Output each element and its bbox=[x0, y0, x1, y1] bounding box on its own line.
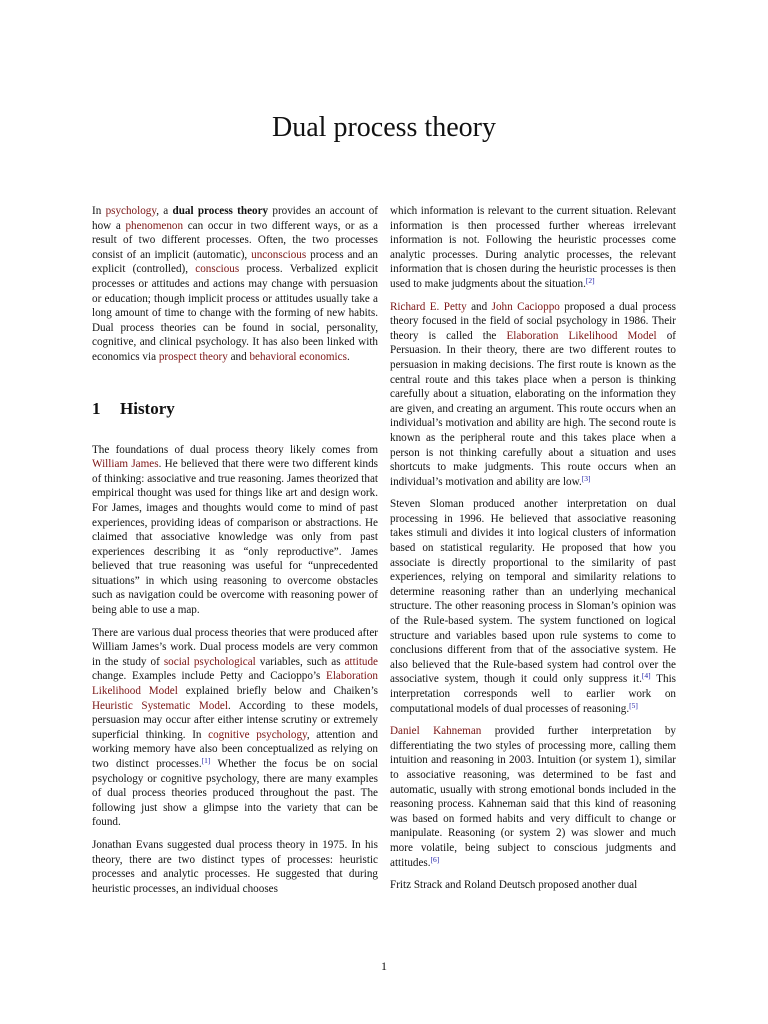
page-title: Dual process theory bbox=[272, 112, 496, 143]
section-title: History bbox=[120, 398, 175, 418]
citation-3[interactable]: [3] bbox=[581, 473, 591, 483]
link-psychology[interactable]: psychology bbox=[105, 205, 157, 217]
link-attitude[interactable]: attitude bbox=[344, 655, 379, 668]
history-paragraph-1: The foundations of dual process theory likely comes from William James. He believed that there were two different kinds of thinking: associative and true reasoning. James theorized that empirical thought was used for things like art and design work. For James, images and thoughts would come to mind of past experiences, providing ideas of comparison or abstractions. He claimed that associative knowledge was only from past experiences describing it as “only reproductive”. James believed that true reasoning was useful for “unprecedented situations” in which using reasoning to overcome obstacles such as navigation could be overcome with reasoning power of being able to use a map. bbox=[92, 443, 378, 617]
right-column bbox=[390, 204, 676, 901]
history-paragraph-6: Daniel Kahneman provided further interpretation by differentiating the two styles of processing more, calling them intuition and reasoning in 2003. Intuition (or system 1), similar to associative reasoning, was determined to be fast and automatic, usually with strong emotional bonds included in the reasoning process. Kahneman said that this kind of reasoning was based on formed habits and very difficult to change or manipulate. Reasoning (or system 2) was slower and much more volatile, being subject to conscious judgments and attitudes.[6] bbox=[390, 725, 676, 869]
link-phenomenon[interactable]: phenomenon bbox=[125, 219, 184, 232]
link-william-james[interactable]: William James bbox=[92, 458, 159, 471]
link-cognitive-psychology[interactable]: cognitive psychology bbox=[208, 728, 307, 741]
history-paragraph-3: Jonathan Evans suggested dual process theory in 1975. In his theory, there are two distinct types of processes: heuristic processes and analytic processes. He suggested that during heuristic processes, an individual chooses bbox=[92, 838, 378, 895]
history-paragraph-2: There are various dual process theories that were produced after William James’s work. Dual process models are very common in the study of social psychological variables, such as attitude change. Examples include Petty and Cacioppo’s Elaboration Likelihood Model explained briefly below and Chaiken’s Heuristic Systematic Model. According to these models, persuasion may occur after either intense scrutiny or extremely superficial thinking. In cognitive psychology, attention and working memory have also been conceptualized as relying on two distinct processes.[1] Whether the focus be on social psychology or cognitive psychology, there are many examples of dual process theories produced throughout the past. The following just show a glimpse into the variety that can be found. bbox=[92, 626, 379, 829]
link-social-psychological[interactable]: social psychological bbox=[163, 655, 256, 668]
citation-4[interactable]: [4] bbox=[641, 671, 651, 681]
term-dual-process-theory: dual process theory bbox=[172, 205, 269, 217]
history-paragraph-5: Steven Sloman produced another interpretation on dual processing in 1996. He believed that associative reasoning takes stimuli and divides it into logical clusters of information based on statistical regularity. He proposed that how you associate is directly proportional to the similarity of past experiences, relying on temporal and similarity relations to determine reasoning rather than an underlying mechanical structure. The other reasoning process in Sloman’s opinion was of the Rule-based system. The system functioned on logical structure and variables based upon rule systems to come to conclusions different from that of the associative system. He also believed that the Rule-based system had control over the associative system, though it could only suppress it.[4] This interpretation corresponds well to earlier work on computational models of dual processes of reasoning.[5] bbox=[390, 498, 676, 715]
history-paragraph-4: Richard E. Petty and John Cacioppo proposed a dual process theory focused in the field of social psychology in 1986. Their theory is called the Elaboration Likelihood Model of Persuasion. In their theory, there are two different routes to persuasion in making decisions. The first route is known as the central route and this takes place when a person is thinking carefully about a situation, elaborating on the information they are given, and creating an argument. This route occurs when an individual’s motivation and ability are high. The second route is known as the peripheral route and this takes place when a person is not thinking carefully about a situation and uses shortcuts to make judgments. This route occurs when an individual’s motivation and ability are low.[3] bbox=[390, 300, 677, 488]
citation-2[interactable]: [2] bbox=[585, 275, 595, 285]
citation-5[interactable]: [5] bbox=[629, 700, 638, 710]
citation-6[interactable]: [6] bbox=[430, 854, 440, 864]
link-elaboration-likelihood-model-2[interactable]: Elaboration Likelihood Model bbox=[506, 329, 657, 342]
section-heading-history bbox=[92, 399, 378, 419]
section-number: 1 bbox=[92, 398, 101, 418]
history-paragraph-3-continued: which information is relevant to the current situation. Relevant information is then processed further whereas irrelevant information is not. Following the heuristic processes come analytic processes. During analytic processes, the relevant information that is chosen during the heuristic processes is then used to make judgments about the situation.[2] bbox=[390, 205, 676, 290]
link-heuristic-systematic-model[interactable]: Heuristic Systematic Model bbox=[92, 699, 228, 712]
link-conscious[interactable]: conscious bbox=[195, 263, 240, 276]
left-column bbox=[92, 204, 378, 904]
link-john-cacioppo[interactable]: John Cacioppo bbox=[491, 300, 560, 313]
citation-1[interactable]: [1] bbox=[201, 756, 211, 765]
link-behavioral-economics[interactable]: behavioral economics bbox=[249, 350, 347, 363]
link-elaboration-likelihood-model[interactable]: Elaboration Likelihood Model bbox=[92, 670, 378, 698]
history-paragraph-7: Fritz Strack and Roland Deutsch proposed another dual bbox=[390, 879, 638, 892]
link-prospect-theory[interactable]: prospect theory bbox=[158, 350, 228, 363]
link-unconscious[interactable]: unconscious bbox=[251, 248, 307, 261]
page-number: 1 bbox=[381, 959, 387, 973]
link-richard-petty[interactable]: Richard E. Petty bbox=[390, 300, 467, 313]
link-daniel-kahneman[interactable]: Daniel Kahneman bbox=[390, 725, 482, 738]
intro-paragraph: In psychology, a dual process theory provides an account of how a phenomenon can occur in two different ways, or as a result of two different processes. Often, the two processes consist of an implicit (automatic), unconscious process and an explicit (controlled), conscious process. Verbalized explicit processes or attitudes and actions may change with persuasion or education; though implicit process or attitudes usually take a long amount of time to change with the forming of new habits. Dual process theories can be found in social, personality, cognitive, and clinical psychology. It has also been linked with economics via prospect theory and behavioral economics. bbox=[92, 205, 379, 363]
